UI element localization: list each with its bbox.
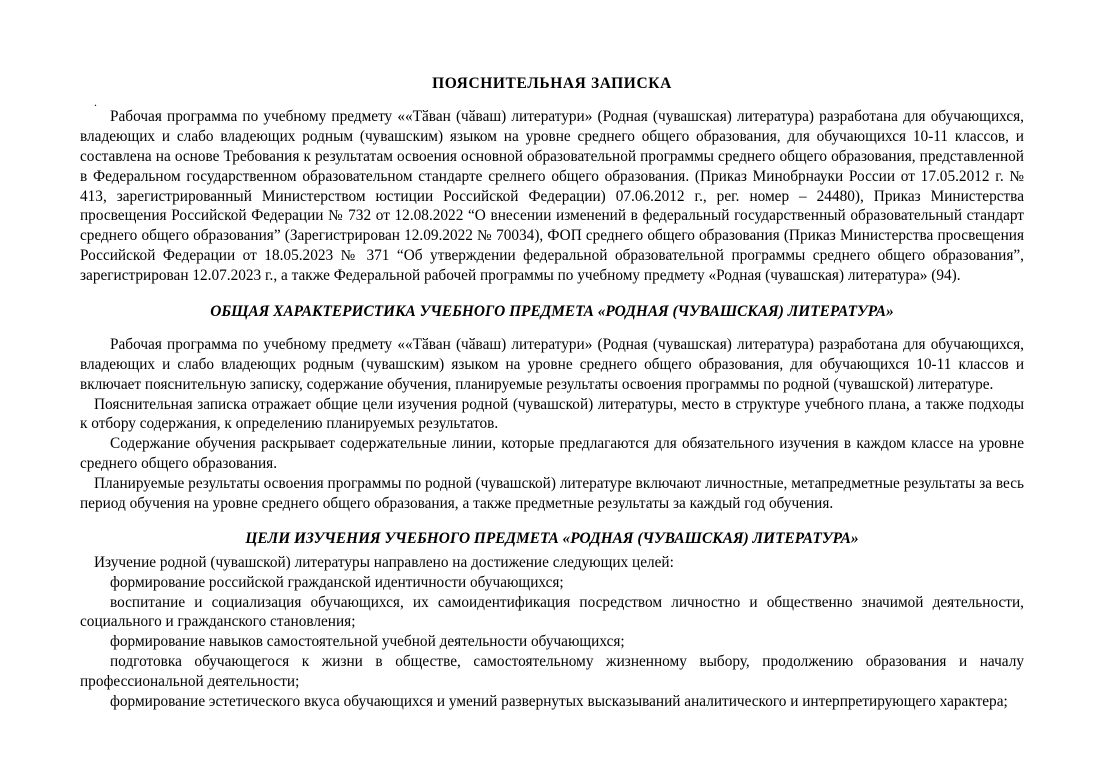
intro-paragraph: Рабочая программа по учебному предмету ««Тӑван (чӑваш) литератури» (Родная (чувашская) литература) разработана для обучающихся, владеющих и слабо владеющих родным (чувашским) языком на уровне среднего общего образования, для обучающихся 10-11 классов, и составлена на основе Требования к результатам освоения основной образовательной программы среднего общего образования, представленной в Федеральном государственном образовательном стандарте срелнего общего образования. (Приказ Минобрнауки России от 17.05.2012 г. № 413, зарегистрированный Министерством юстиции Российской Федерации) 07.06.2012 г., рег. номер – 24480), Приказ Министерства просвещения Российской Федерации № 732 от 12.08.2022 “О внесении изменений в федеральный государственный образовательный стандарт среднего общего образования” (Зарегистрирован 12.09.2022 № 70034), ФОП среднего общего образования (Приказ Министерства просвещения Российской Федерации от 18.05.2023 № 371 “Об утверждении федеральной образовательной программы среднего общего образования”, зарегистрирован 12.07.2023 г., а также Федеральной рабочей программы по учебному предмету «Родная (чувашская) литература» (94). <box>80 108 1024 284</box>
page-title: ПОЯСНИТЕЛЬНАЯ ЗАПИСКА <box>432 75 672 92</box>
goals-item-4: подготовка обучающегося к жизни в обществе, самостоятельному жизненному выбору, продолжению образования и началу профессиональной деятельности; <box>80 653 1024 690</box>
stray-mark: . <box>94 95 97 109</box>
goals-lead: Изучение родной (чувашской) литературы направлено на достижение следующих целей: <box>94 553 674 571</box>
goals-item-3: формирование навыков самостоятельной учебной деятельности обучающихся; <box>110 633 625 651</box>
goals-item-2: воспитание и социализация обучающихся, их самоидентификация посредством личностно и общественно значимой деятельности, социального и гражданского становления; <box>80 593 1024 631</box>
goals-item-5: формирование эстетического вкуса обучающихся и умений развернутых высказываний аналитического и интерпретирующего характера; <box>110 692 1008 710</box>
general-paragraph-1: Рабочая программа по учебному предмету ««Тӑван (чӑваш) литератури» (Родная (чувашская) литература) разработана для обучающихся, владеющих и слабо владеющих родным (чувашским) языком на уровне среднего общего образования, для обучающихся 10-11 классов и включает пояснительную записку, содержание обучения, планируемые результаты освоения программы по родной (чувашской) литературе. <box>80 335 1024 393</box>
section-heading-goals: ЦЕЛИ ИЗУЧЕНИЯ УЧЕБНОГО ПРЕДМЕТА «РОДНАЯ (ЧУВАШСКАЯ) ЛИТЕРАТУРА» <box>245 529 859 547</box>
general-paragraph-2: Пояснительная записка отражает общие цели изучения родной (чувашской) литературы, место в структуре учебного плана, а также подходы к отбору содержания, к определению планируемых результатов. <box>80 395 1024 433</box>
general-paragraph-4: Планируемые результаты освоения программы по родной (чувашской) литературе включают личностные, метапредметные результаты за весь период обучения на уровне среднего общего образования, а также предметные результаты за каждый год обучения. <box>80 475 1024 512</box>
general-paragraph-3: Содержание обучения раскрывает содержательные линии, которые предлагаются для обязательного изучения в каждом классе на уровне среднего общего образования. <box>80 435 1024 473</box>
goals-item-1: формирование российской гражданской идентичности обучающихся; <box>110 573 564 591</box>
section-heading-general-characteristics: ОБЩАЯ ХАРАКТЕРИСТИКА УЧЕБНОГО ПРЕДМЕТА «РОДНАЯ (ЧУВАШСКАЯ) ЛИТЕРАТУРА» <box>210 302 894 320</box>
